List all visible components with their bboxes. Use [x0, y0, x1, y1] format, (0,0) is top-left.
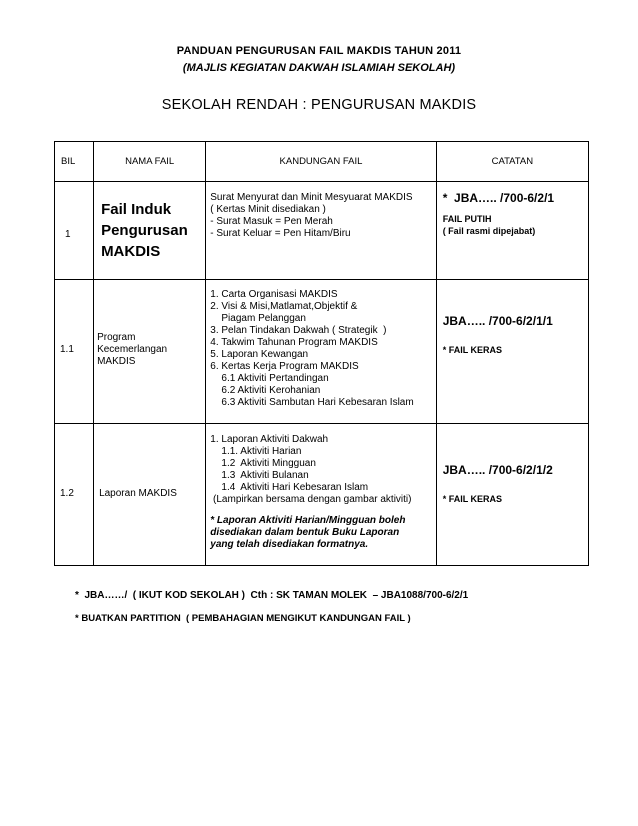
header-nama-fail: NAMA FAIL — [94, 142, 206, 182]
section-title: SEKOLAH RENDAH : PENGURUSAN MAKDIS — [161, 97, 477, 113]
file-code: * JBA….. /700-6/2/1 — [442, 191, 555, 205]
kandungan-line: 6.3 Aktiviti Sambutan Hari Kebesaran Islam — [210, 397, 414, 408]
header-bil: BIL — [55, 142, 94, 182]
nama-line: MAKDIS — [101, 243, 161, 260]
header-catatan: CATATAN — [436, 142, 588, 182]
kandungan-line: 1.1. Aktiviti Harian — [210, 446, 302, 457]
nama-fail-cell — [94, 280, 206, 424]
kandungan-line: 1.2 Aktiviti Mingguan — [210, 458, 316, 469]
catatan-cell — [436, 280, 588, 424]
kandungan-cell — [206, 280, 436, 424]
kandungan-line: 6. Kertas Kerja Program MAKDIS — [210, 361, 359, 372]
kandungan-cell — [206, 182, 436, 280]
catatan-line: * FAIL KERAS — [442, 345, 503, 355]
kandungan-line: 3. Pelan Tindakan Dakwah ( Strategik ) — [210, 325, 387, 336]
kandungan-note-line: * Laporan Aktiviti Harian/Mingguan boleh — [210, 515, 406, 526]
document-subtitle: (MAJLIS KEGIATAN DAKWAH ISLAMIAH SEKOLAH) — [182, 62, 456, 74]
nama-line: Laporan MAKDIS — [99, 488, 177, 499]
file-code: JBA….. /700-6/2/1/1 — [442, 314, 553, 328]
kandungan-line: 1. Laporan Aktiviti Dakwah — [210, 434, 329, 445]
kandungan-line: 5. Laporan Kewangan — [210, 349, 309, 360]
kandungan-line: - Surat Masuk = Pen Merah — [210, 216, 333, 227]
kandungan-line: 6.1 Aktiviti Pertandingan — [210, 373, 329, 384]
nama-line: Fail Induk — [101, 201, 172, 218]
bil-cell — [55, 280, 94, 424]
kandungan-line: ( Kertas Minit disediakan ) — [210, 204, 326, 215]
table-row — [55, 424, 589, 566]
file-code: JBA….. /700-6/2/1/2 — [442, 463, 553, 477]
file-table — [54, 141, 589, 566]
nama-line: Program — [97, 332, 136, 343]
catatan-line: * FAIL KERAS — [442, 494, 503, 504]
kandungan-cell — [206, 424, 436, 566]
header-kandungan-fail: KANDUNGAN FAIL — [206, 142, 436, 182]
kandungan-line: Piagam Pelanggan — [210, 313, 306, 324]
kandungan-line: - Surat Keluar = Pen Hitam/Biru — [210, 228, 351, 239]
catatan-cell — [436, 424, 588, 566]
catatan-line: ( Fail rasmi dipejabat) — [442, 226, 536, 236]
kandungan-line: 6.2 Aktiviti Kerohanian — [210, 385, 321, 396]
bil-value: 1.2 — [60, 488, 74, 499]
nama-fail-cell — [94, 424, 206, 566]
document-title: PANDUAN PENGURUSAN FAIL MAKDIS TAHUN 2011 — [176, 45, 462, 57]
kandungan-line: 4. Takwim Tahunan Program MAKDIS — [210, 337, 378, 348]
table-header-row — [55, 142, 589, 182]
kandungan-line: 1. Carta Organisasi MAKDIS — [210, 289, 338, 300]
kandungan-line: 2. Visi & Misi,Matlamat,Objektif & — [210, 301, 358, 312]
table-row — [55, 280, 589, 424]
footnote-file-code: * JBA……/ ( IKUT KOD SEKOLAH ) Cth : SK TAMAN MOLEK – JBA1088/700-6/2/1 — [75, 590, 469, 601]
table-row — [55, 182, 589, 280]
nama-line: MAKDIS — [97, 356, 136, 367]
footnote-partition: * BUATKAN PARTITION ( PEMBAHAGIAN MENGIKUT KANDUNGAN FAIL ) — [75, 613, 411, 624]
catatan-line: FAIL PUTIH — [442, 214, 492, 224]
kandungan-line: 1.4 Aktiviti Hari Kebesaran Islam — [210, 482, 369, 493]
kandungan-note-line: disediakan dalam bentuk Buku Laporan — [210, 527, 400, 538]
nama-line: Pengurusan — [101, 222, 188, 239]
nama-fail-cell — [94, 182, 206, 280]
bil-value: 1.1 — [60, 344, 74, 355]
kandungan-line: 1.3 Aktiviti Bulanan — [210, 470, 309, 481]
kandungan-line: Surat Menyurat dan Minit Mesyuarat MAKDIS — [210, 192, 413, 203]
kandungan-line: (Lampirkan bersama dengan gambar aktiviti) — [210, 494, 412, 505]
bil-cell — [55, 182, 94, 280]
bil-cell — [55, 424, 94, 566]
kandungan-note-line: yang telah disediakan formatnya. — [210, 539, 369, 550]
catatan-cell — [436, 182, 588, 280]
bil-value: 1 — [65, 229, 71, 240]
nama-line: Kecemerlangan — [97, 344, 168, 355]
